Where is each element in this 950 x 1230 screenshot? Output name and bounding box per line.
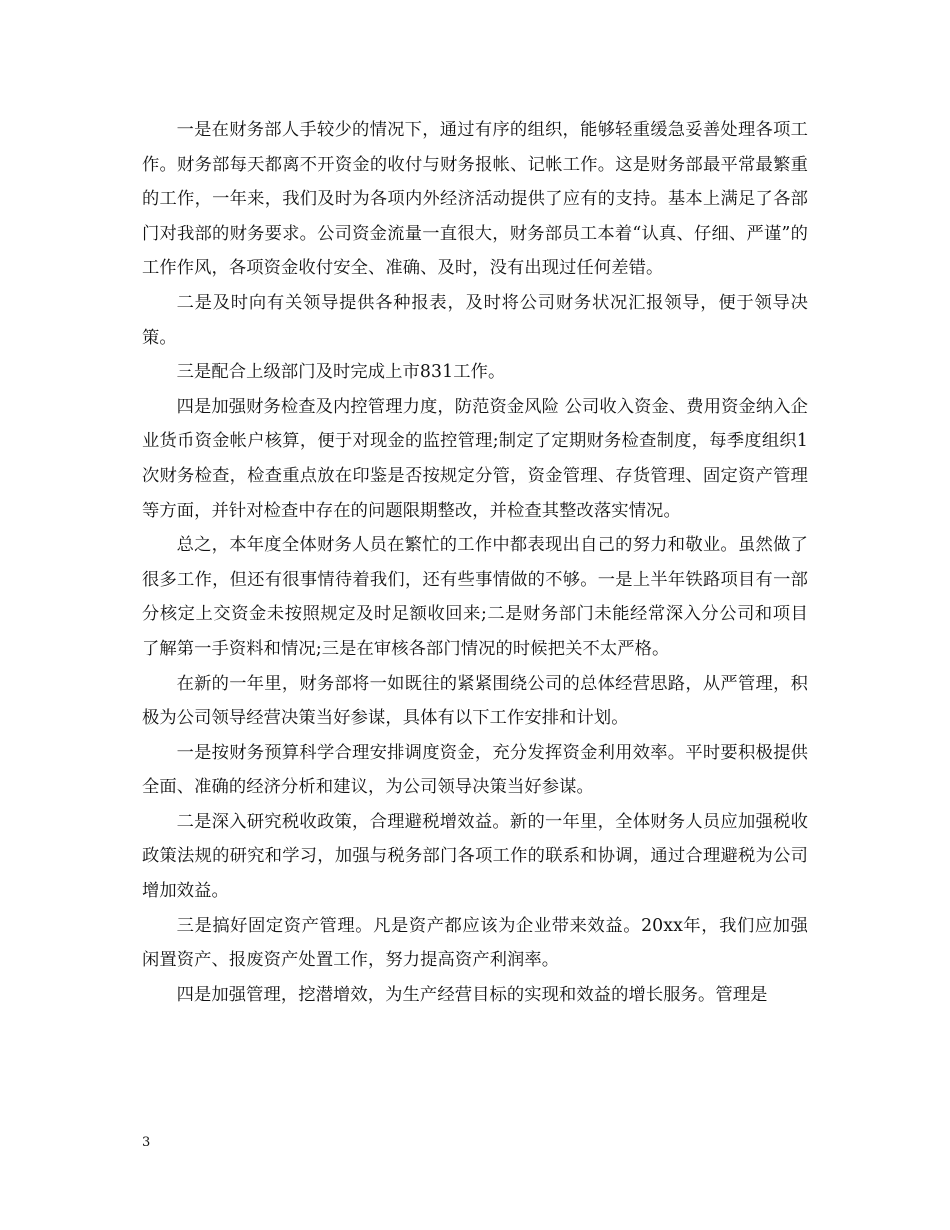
- paragraph-reports: 二是及时向有关领导提供各种报表，及时将公司财务状况汇报领导，便于领导决策。: [142, 292, 808, 348]
- paragraph-internal-control: 四是加强财务检查及内控管理力度，防范资金风险 公司收入资金、费用资金纳入企业货币资金帐户核算，便于对现金的监控管理;制定了定期财务检查制度，每季度组织1次财务检查，检查重点放在印鉴是否按规定分管，资金管理、存货管理、固定资产管理等方面，并针对检查中存在的问题限期整改，并检查其整改落实情况。: [142, 396, 808, 521]
- paragraph-work-handling: 一是在财务部人手较少的情况下，通过有序的组织，能够轻重缓急妥善处理各项工作。财务部每天都离不开资金的收付与财务报帐、记帐工作。这是财务部最平常最繁重的工作，一年来，我们及时为各项内外经济活动提供了应有的支持。基本上满足了各部门对我部的财务要求。公司资金流量一直很大，财务部员工本着“认真、仔细、严谨”的工作作风，各项资金收付安全、准确、及时，没有出现过任何差错。: [142, 120, 808, 279]
- paragraph-budget: 一是按财务预算科学合理安排调度资金，充分发挥资金利用效率。平时要积极提供全面、准确的经济分析和建议，为公司领导决策当好参谋。: [142, 742, 808, 798]
- paragraph-listing-831: 三是配合上级部门及时完成上市831工作。: [176, 362, 506, 383]
- paragraph-management: 四是加强管理，挖潜增效，为生产经营目标的实现和效益的增长服务。管理是: [176, 984, 768, 1005]
- paragraph-summary: 总之，本年度全体财务人员在繁忙的工作中都表现出自己的努力和敬业。虽然做了很多工作，但还有很事情待着我们，还有些事情做的不够。一是上半年铁路项目有一部分核定上交资金未按照规定及时足额收回来;二是财务部门未能经常深入分公司和项目了解第一手资料和情况;三是在审核各部门情况的时候把关不太严格。: [142, 535, 808, 659]
- paragraph-fixed-assets: 三是搞好固定资产管理。凡是资产都应该为企业带来效益。20xx年，我们应加强闲置资产、报废资产处置工作，努力提高资产利润率。: [142, 915, 808, 971]
- page-number: 3: [142, 1135, 151, 1150]
- paragraph-new-year-plan: 在新的一年里，财务部将一如既往的紧紧围绕公司的总体经营思路，从严管理，积极为公司领导经营决策当好参谋，具体有以下工作安排和计划。: [142, 673, 808, 729]
- document-body: [142, 113, 808, 1012]
- paragraph-tax-policy: 二是深入研究税收政策，合理避税增效益。新的一年里，全体财务人员应加强税收政策法规的研究和学习，加强与税务部门各项工作的联系和协调，通过合理避税为公司增加效益。: [142, 811, 808, 902]
